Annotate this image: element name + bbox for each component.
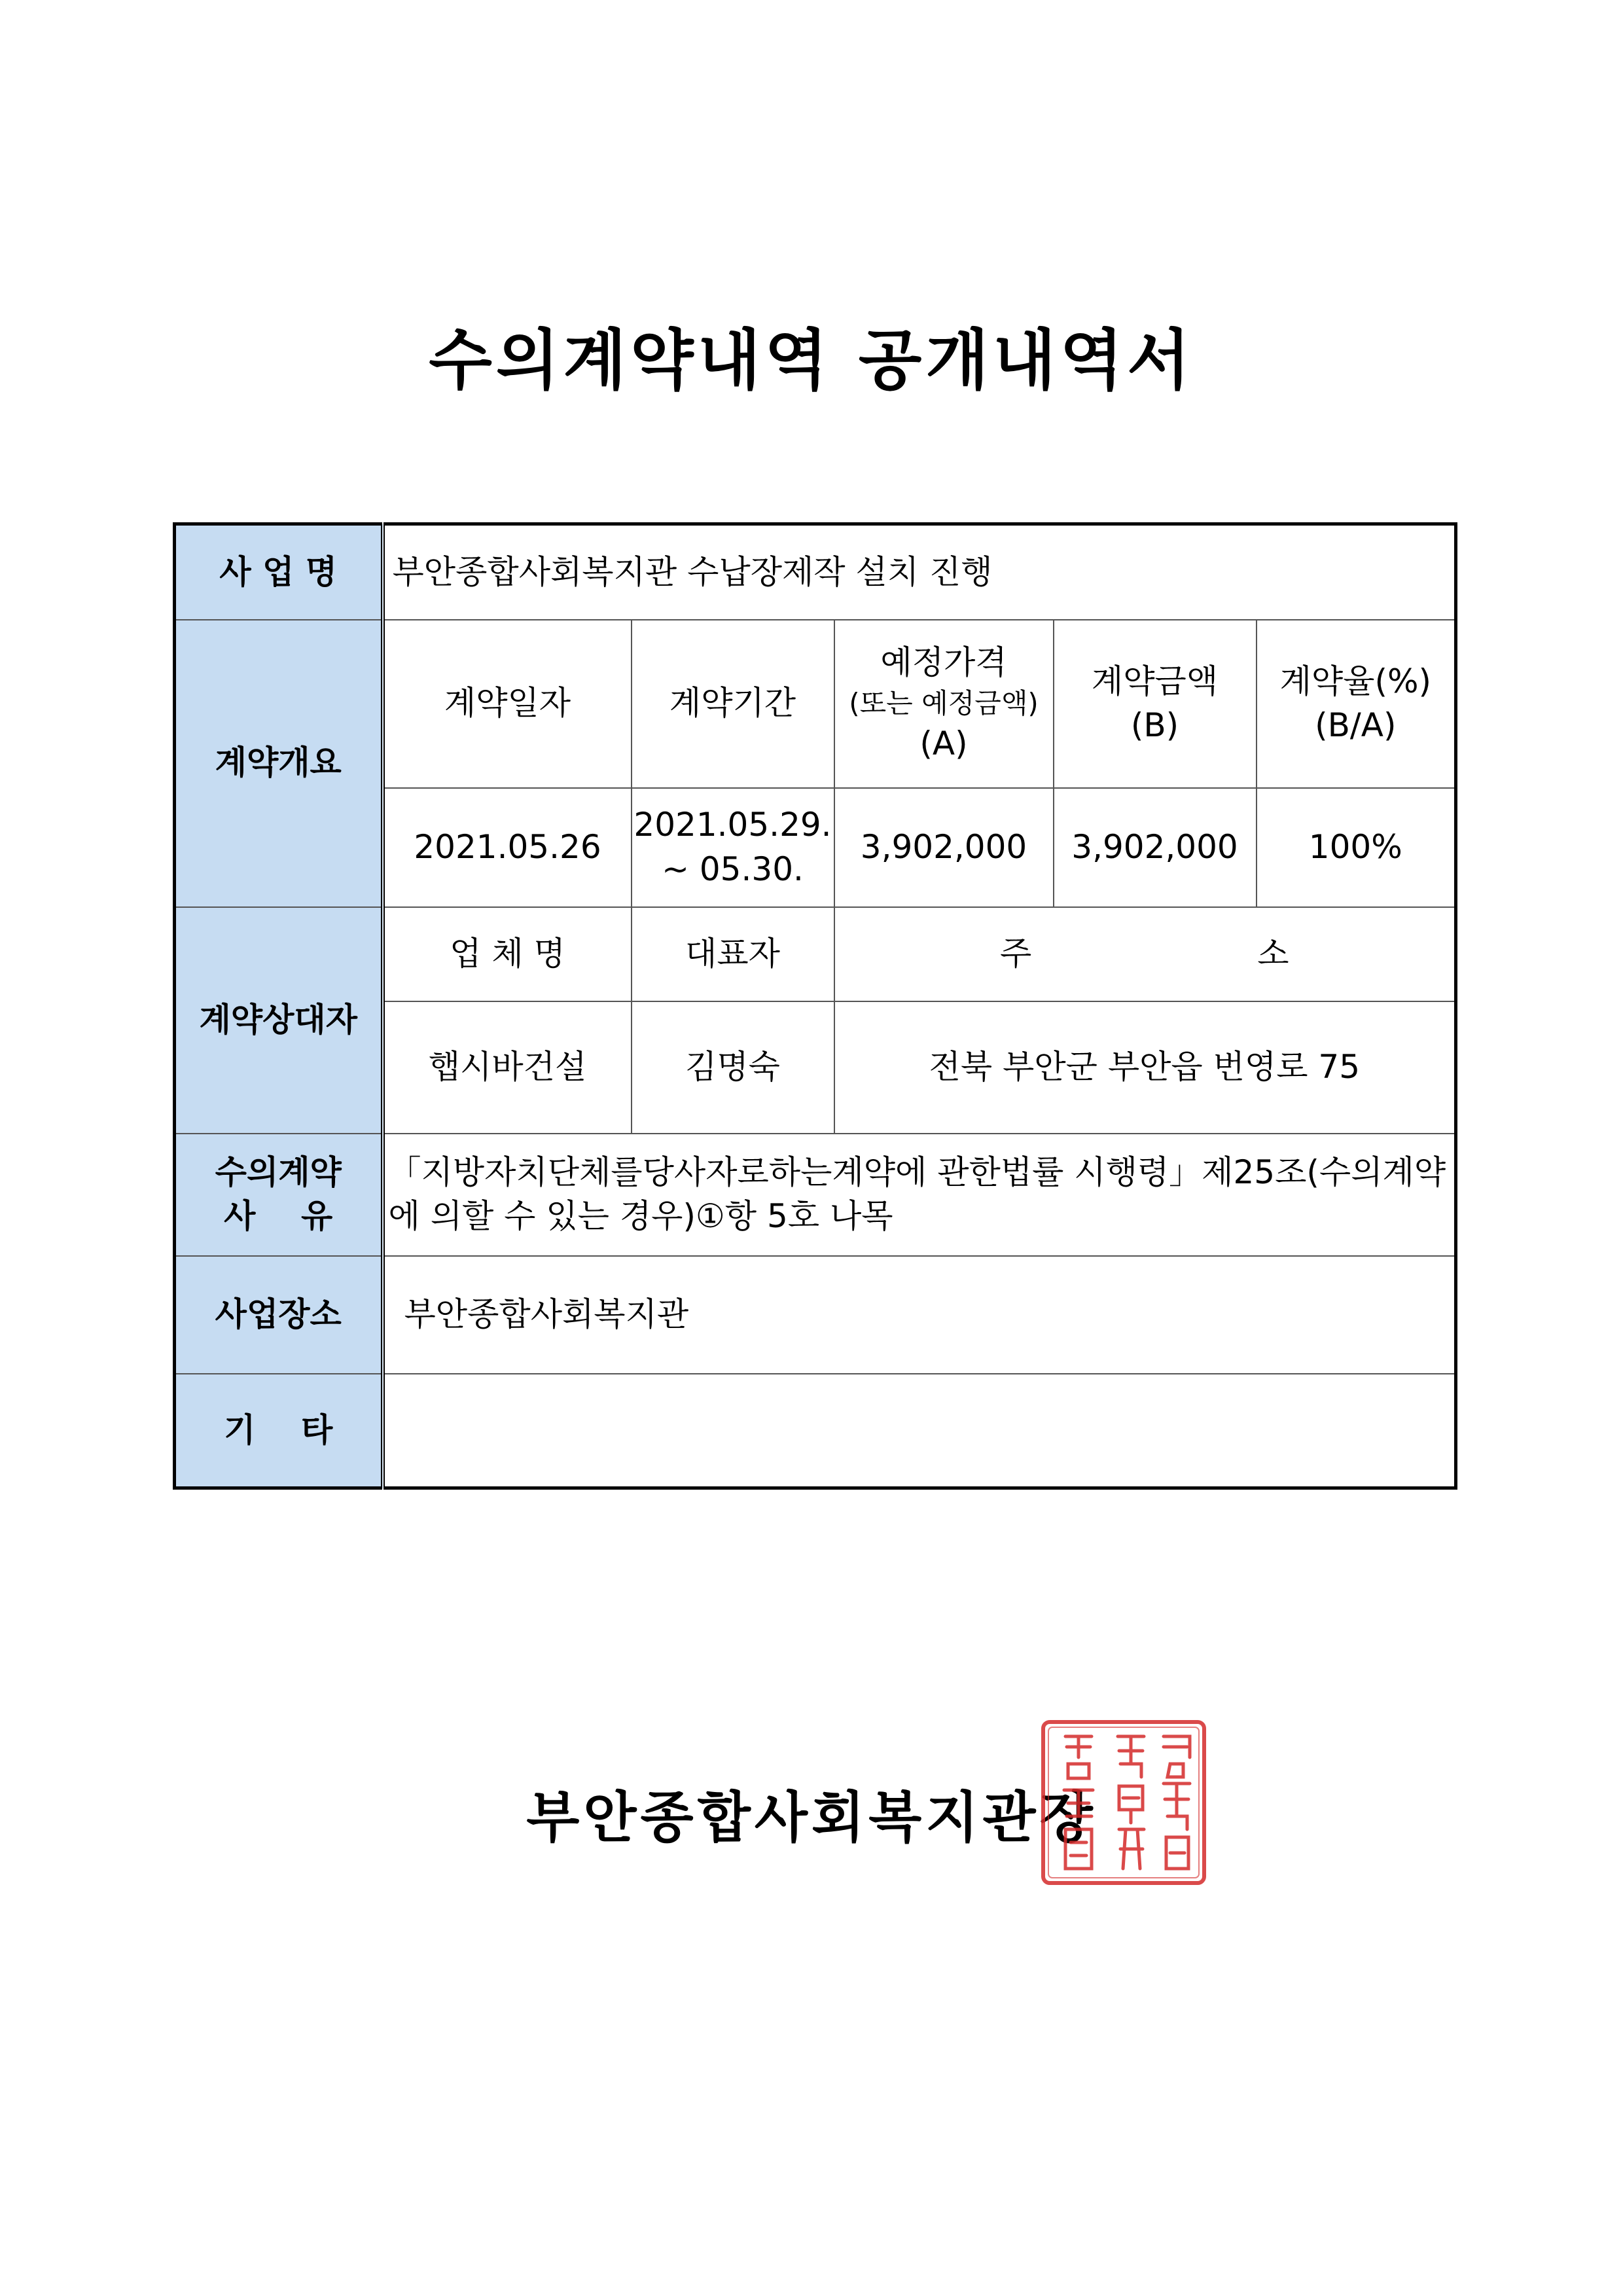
contract-rate-value: 100% [1257, 788, 1456, 907]
header-contract-date: 계약일자 [383, 620, 632, 788]
other-value [383, 1374, 1456, 1488]
contract-amount-value: 3,902,000 [1054, 788, 1257, 907]
label-contract-overview: 계약개요 [175, 620, 383, 907]
period-line2: ~ 05.30. [662, 850, 804, 888]
header-contract-amount [1054, 620, 1257, 788]
period-line1: 2021.05.29. [633, 806, 832, 844]
reason-label-line2: 사 유 [224, 1197, 333, 1235]
row-location [175, 1256, 1456, 1374]
row-other [175, 1374, 1456, 1488]
row-overview-headers [175, 620, 1456, 788]
row-counterparty-headers [175, 907, 1456, 1001]
header-representative: 대표자 [632, 907, 834, 1001]
estimate-header-line2: (또는 예정금액) [849, 687, 1039, 719]
header-contract-rate [1257, 620, 1456, 788]
rate-header-line1: 계약율(%) [1279, 662, 1431, 700]
representative-value: 김명숙 [632, 1001, 834, 1134]
label-counterparty: 계약상대자 [175, 907, 383, 1134]
contract-period-value [632, 788, 834, 907]
location-value: 부안종합사회복지관 [383, 1256, 1456, 1374]
header-company-name: 업 체 명 [383, 907, 632, 1001]
estimated-price-value: 3,902,000 [834, 788, 1054, 907]
header-address [834, 907, 1456, 1001]
document-title: 수의계약내역 공개내역서 [429, 322, 1194, 399]
official-seal-stamp [1039, 1718, 1208, 1887]
label-location: 사업장소 [175, 1256, 383, 1374]
row-reason [175, 1134, 1456, 1256]
reason-label-line1: 수의계약 [215, 1153, 342, 1191]
label-reason [175, 1134, 383, 1256]
issuer-name: 부안종합사회복지관장 [526, 1785, 1097, 1850]
contract-date-value: 2021.05.26 [383, 788, 632, 907]
address-value: 전북 부안군 부안읍 번영로 75 [834, 1001, 1456, 1134]
reason-value: 「지방자치단체를당사자로하는계약에 관한법률 시행령」제25조(수의계약에 의할 수 있는 경우)①항 5호 나목 [383, 1134, 1456, 1256]
header-contract-period: 계약기간 [632, 620, 834, 788]
project-name-value: 부안종합사회복지관 수납장제작 설치 진행 [383, 524, 1456, 620]
label-project-name: 사 업 명 [175, 524, 383, 620]
company-name-value: 햅시바건설 [383, 1001, 632, 1134]
header-estimated-price [834, 620, 1054, 788]
estimate-header-line3: (A) [919, 725, 968, 763]
row-project-name [175, 524, 1456, 620]
address-header-a: 주 [999, 934, 1032, 973]
contract-disclosure-table [173, 522, 1457, 1490]
estimate-header-line1: 예정가격 [880, 643, 1007, 682]
address-header-b: 소 [1257, 934, 1289, 973]
amount-header-line2: (B) [1130, 706, 1179, 744]
rate-header-line2: (B/A) [1315, 706, 1397, 744]
label-other: 기 타 [175, 1374, 383, 1488]
amount-header-line1: 계약금액 [1091, 662, 1219, 700]
